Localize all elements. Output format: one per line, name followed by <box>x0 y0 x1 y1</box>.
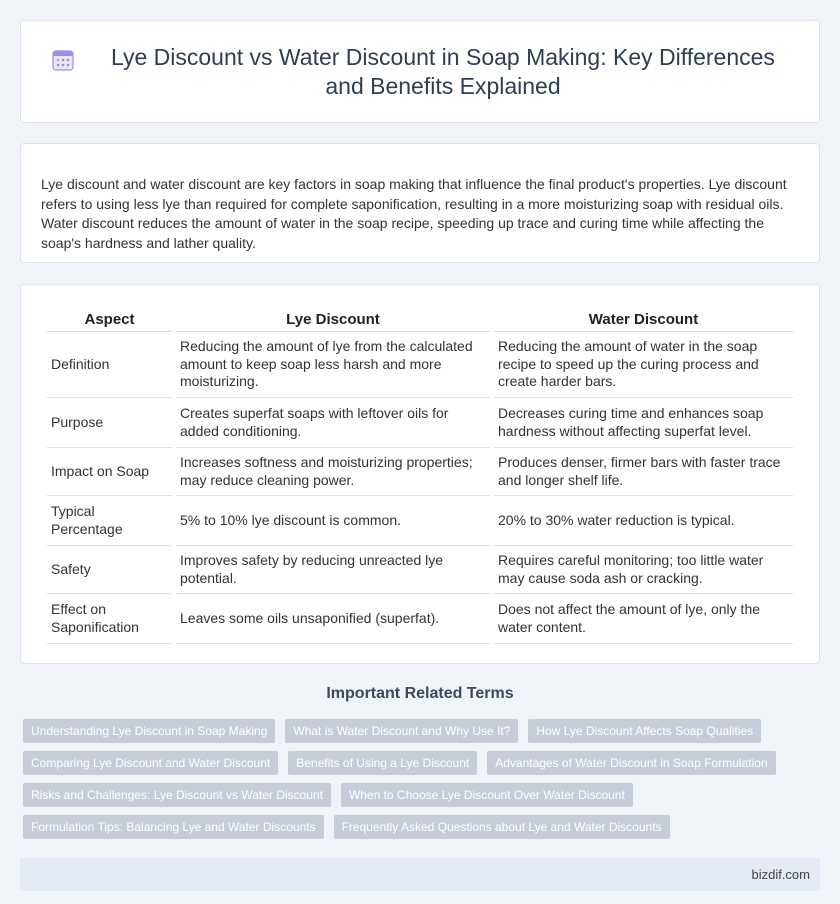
header-lye-discount: Lye Discount <box>176 307 490 332</box>
related-term-tag[interactable]: Benefits of Using a Lye Discount <box>288 751 477 775</box>
lye-cell: 5% to 10% lye discount is common. <box>176 496 490 546</box>
calendar-icon <box>51 48 75 72</box>
title-card <box>20 20 820 123</box>
table-row <box>47 594 793 644</box>
related-term-tag[interactable]: Understanding Lye Discount in Soap Making <box>23 719 275 743</box>
comparison-card <box>20 284 820 664</box>
related-term-tag[interactable]: Comparing Lye Discount and Water Discount <box>23 751 278 775</box>
table-row <box>47 496 793 546</box>
related-terms-heading: Important Related Terms <box>326 685 514 702</box>
lye-cell: Increases softness and moisturizing properties; may reduce cleaning power. <box>176 448 490 496</box>
related-term-tag[interactable]: How Lye Discount Affects Soap Qualities <box>528 719 761 743</box>
table-header-row <box>47 307 793 332</box>
table-row <box>47 398 793 448</box>
aspect-cell: Effect on Saponification <box>47 594 172 644</box>
header-water-discount: Water Discount <box>494 307 793 332</box>
title-wrap <box>51 43 789 101</box>
aspect-cell: Impact on Soap <box>47 448 172 496</box>
water-cell: Requires careful monitoring; too little water may cause soda ash or cracking. <box>494 546 793 594</box>
related-term-tag[interactable]: When to Choose Lye Discount Over Water Discount <box>341 783 633 807</box>
related-term-tag[interactable]: Formulation Tips: Balancing Lye and Water Discounts <box>23 815 324 839</box>
intro-paragraph: Lye discount and water discount are key factors in soap making that influence the final product's properties. Lye discount refers to using less lye than required for complete saponification, resulting in a more moisturizing soap with residual oils. Water discount reduces the amount of water in the soap recipe, speeding up trace and curing time while affecting the soap's hardness and lather quality. <box>41 176 787 251</box>
table-row <box>47 332 793 398</box>
footer-site-link[interactable]: bizdif.com <box>751 867 810 882</box>
footer <box>20 858 820 891</box>
page-title: Lye Discount vs Water Discount in Soap Making: Key Differences and Benefits Explained <box>111 43 775 99</box>
aspect-cell: Typical Percentage <box>47 496 172 546</box>
header-aspect: Aspect <box>47 307 172 332</box>
lye-cell: Creates superfat soaps with leftover oils for added conditioning. <box>176 398 490 448</box>
table-row <box>47 448 793 496</box>
related-term-tag[interactable]: What is Water Discount and Why Use It? <box>285 719 518 743</box>
water-cell: Does not affect the amount of lye, only the water content. <box>494 594 793 644</box>
related-term-tag[interactable]: Frequently Asked Questions about Lye and Water Discounts <box>334 815 670 839</box>
table-row <box>47 546 793 594</box>
aspect-cell: Safety <box>47 546 172 594</box>
water-cell: 20% to 30% water reduction is typical. <box>494 496 793 546</box>
lye-cell: Leaves some oils unsaponified (superfat). <box>176 594 490 644</box>
comparison-table <box>43 307 797 644</box>
lye-cell: Improves safety by reducing unreacted lye potential. <box>176 546 490 594</box>
intro-card <box>20 143 820 263</box>
lye-cell: Reducing the amount of lye from the calculated amount to keep soap less harsh and more moisturizing. <box>176 332 490 398</box>
related-term-tag[interactable]: Risks and Challenges: Lye Discount vs Water Discount <box>23 783 331 807</box>
aspect-cell: Definition <box>47 332 172 398</box>
water-cell: Produces denser, firmer bars with faster trace and longer shelf life. <box>494 448 793 496</box>
related-terms-list <box>23 719 820 847</box>
aspect-cell: Purpose <box>47 398 172 448</box>
related-term-tag[interactable]: Advantages of Water Discount in Soap Formulation <box>487 751 775 775</box>
water-cell: Decreases curing time and enhances soap hardness without affecting superfat level. <box>494 398 793 448</box>
water-cell: Reducing the amount of water in the soap recipe to speed up the curing process and create harder bars. <box>494 332 793 398</box>
